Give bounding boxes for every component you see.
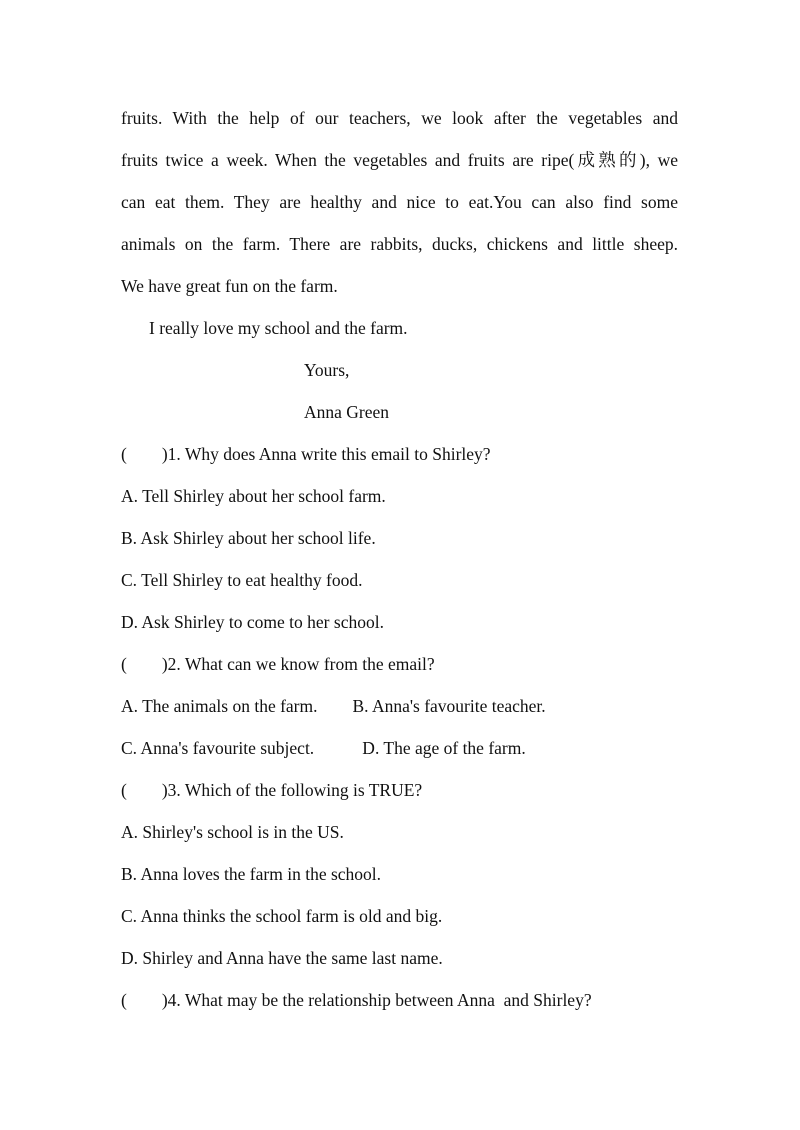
passage-line: animals on the farm. There are rabbits, ducks, chickens and little sheep. [121, 234, 678, 254]
answer-option-row: A. The animals on the farm. B. Anna's favourite teacher. [121, 696, 546, 716]
answer-option: C. Tell Shirley to eat healthy food. [121, 570, 363, 590]
question-stem: ( )3. Which of the following is TRUE? [121, 780, 423, 800]
question-stem: ( )2. What can we know from the email? [121, 654, 435, 674]
answer-option: C. Anna thinks the school farm is old and big. [121, 906, 443, 926]
answer-option: A. Tell Shirley about her school farm. [121, 486, 386, 506]
answer-option: A. Shirley's school is in the US. [121, 822, 344, 842]
question-stem: ( )1. Why does Anna write this email to Shirley? [121, 444, 491, 464]
answer-option: B. Anna loves the farm in the school. [121, 864, 382, 884]
passage-line: fruits twice a week. When the vegetables and fruits are ripe(成熟的), we [121, 150, 678, 170]
signoff: Yours, [304, 360, 350, 380]
answer-option: D. Shirley and Anna have the same last name. [121, 948, 443, 968]
answer-option: D. Ask Shirley to come to her school. [121, 612, 384, 632]
answer-option: B. Ask Shirley about her school life. [121, 528, 376, 548]
signature: Anna Green [304, 402, 390, 422]
passage-line: We have great fun on the farm. [121, 276, 338, 296]
passage-line: can eat them. They are healthy and nice to eat.You can also find some [121, 192, 678, 212]
answer-option-row: C. Anna's favourite subject. D. The age of the farm. [121, 738, 526, 758]
question-stem: ( )4. What may be the relationship between Anna and Shirley? [121, 990, 592, 1010]
closing-line: I really love my school and the farm. [149, 318, 408, 338]
passage-line: fruits. With the help of our teachers, we look after the vegetables and [121, 108, 678, 128]
